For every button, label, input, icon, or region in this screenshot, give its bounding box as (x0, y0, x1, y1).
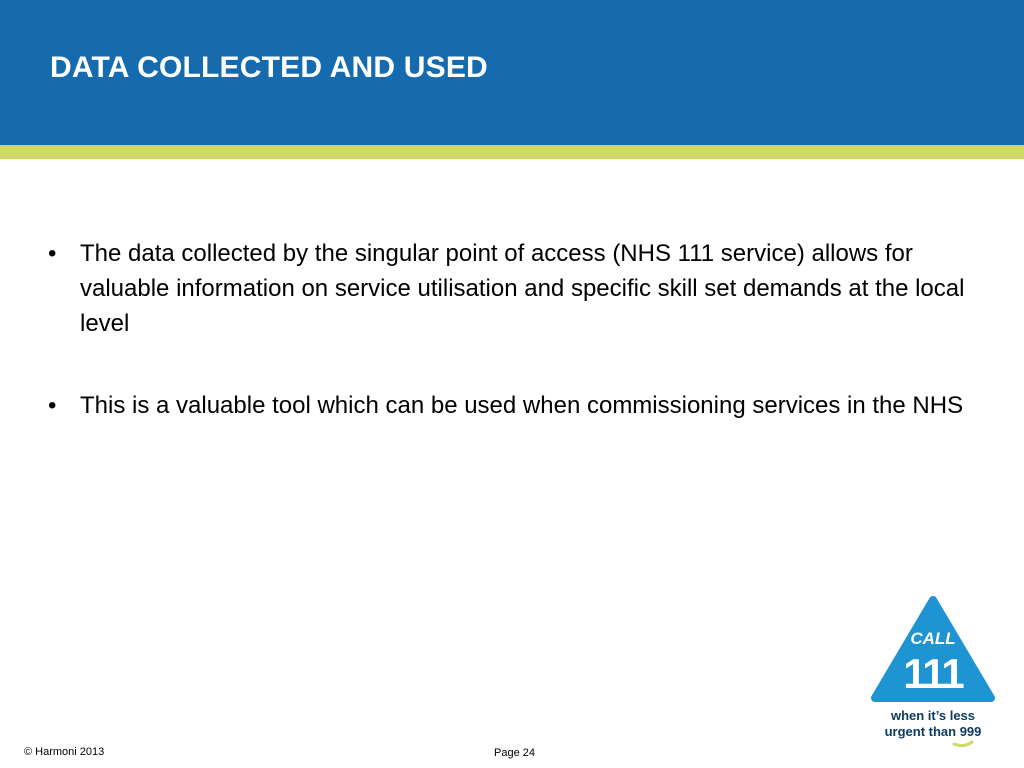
logo-tagline-line2: urgent than 999 (884, 724, 982, 739)
bullet-item (48, 388, 968, 423)
logo-smile-swoosh (954, 742, 972, 746)
slide-title: DATA COLLECTED AND USED (50, 51, 488, 84)
bullet-item (48, 236, 968, 341)
bullet-text: This is a valuable tool which can be used when commissioning services in the NHS (80, 392, 964, 419)
bullet-list (48, 236, 968, 470)
bullet-dot-icon: • (48, 240, 57, 267)
bullet-dot-icon: • (48, 392, 57, 419)
bullet-text: The data collected by the singular point of access (NHS 111 service) allows for valuable information on service utilisation and specific skill set demands at the local level (80, 240, 965, 337)
logo-tagline-line1: when it’s less (890, 708, 976, 723)
logo-number-text: 111 (903, 650, 963, 697)
footer-copyright: © Harmoni 2013 (24, 746, 105, 758)
nhs-111-logo (870, 594, 996, 752)
logo-call-text: CALL (910, 629, 956, 648)
header-accent-stripe (0, 145, 1024, 159)
footer-page-number: Page 24 (494, 747, 535, 759)
